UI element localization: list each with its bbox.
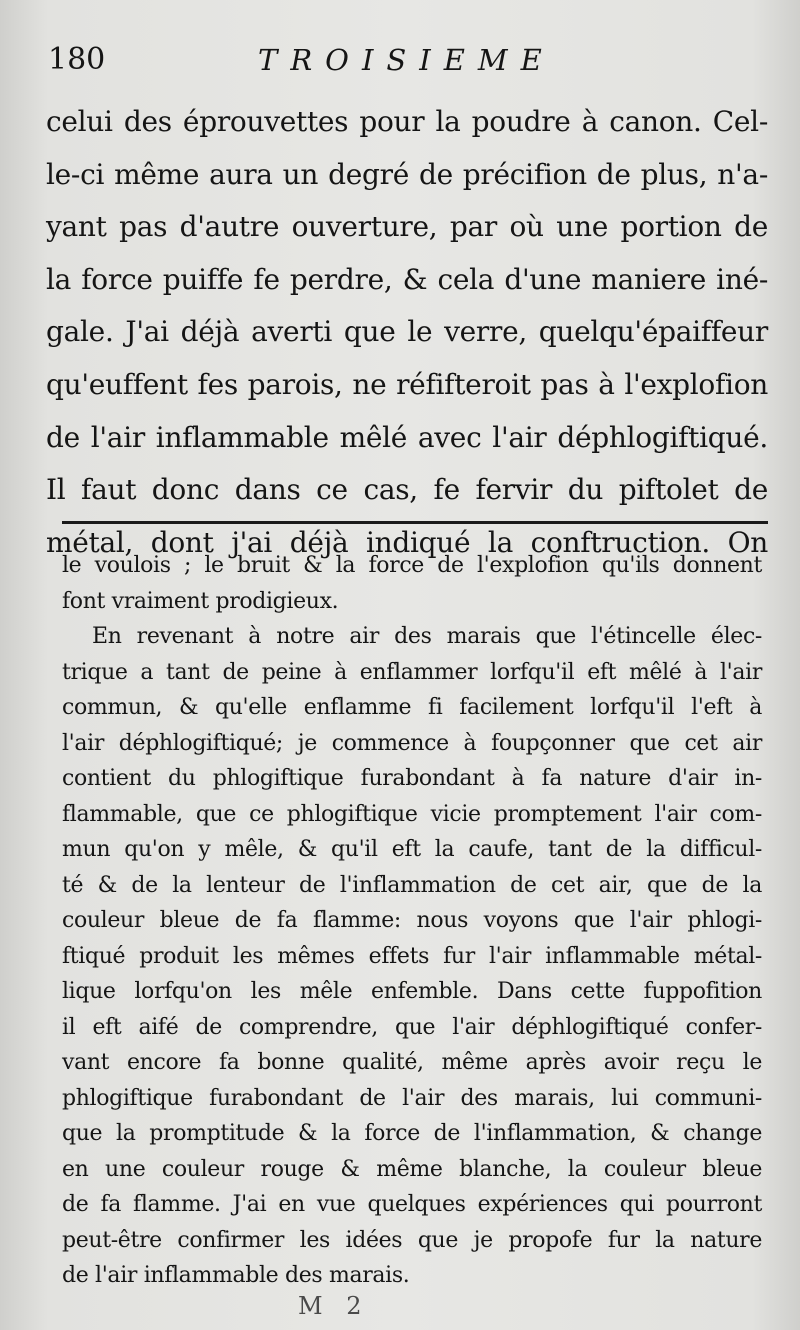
main-text-line: métal, dont j'ai déjà indiqué la conftruction. On	[46, 525, 768, 559]
secondary-text-line: phlogiftique furabondant de l'air des marais, lui communi-	[62, 1085, 762, 1111]
secondary-text-line: En revenant à notre air des marais que l'étincelle élec-	[92, 624, 762, 649]
secondary-text-line: vant encore fa bonne qualité, même après avoir reçu le	[62, 1050, 762, 1075]
secondary-text-line: mun qu'on y mêle, & qu'il eft la caufe, tant de la difficul-	[62, 837, 762, 862]
running-head: TROISIEME	[258, 43, 555, 77]
signature-mark: M 2	[298, 1292, 370, 1320]
secondary-text-line: de fa flamme. J'ai en vue quelques expériences qui pourront	[62, 1192, 762, 1217]
secondary-text-block	[62, 548, 762, 1294]
main-text-line: gale. J'ai déjà averti que le verre, quelqu'épaiffeur	[46, 315, 768, 349]
secondary-text-line: couleur bleue de fa flamme: nous voyons que l'air phlogi-	[62, 908, 762, 933]
secondary-text-line: de l'air inflammable des marais.	[62, 1263, 410, 1288]
secondary-text-line: commun, & qu'elle enflamme fi facilement lorfqu'il l'eft à	[62, 695, 762, 720]
secondary-text-line: contient du phlogiftique furabondant à fa nature d'air in-	[62, 766, 762, 791]
main-text-line: la force puiffe fe perdre, & cela d'une maniere iné-	[46, 262, 768, 296]
secondary-text-line: l'air déphlogiftiqué; je commence à foupçonner que cet air	[62, 730, 762, 756]
secondary-text-line: il eft aifé de comprendre, que l'air déphlogiftiqué confer-	[62, 1014, 762, 1040]
secondary-text-line: flammable, que ce phlogiftique vicie promptement l'air com-	[62, 801, 762, 827]
secondary-text-line: peut-être confirmer les idées que je propofe fur la nature	[62, 1227, 762, 1253]
main-text-line: yant pas d'autre ouverture, par où une portion de	[46, 210, 768, 244]
secondary-text-line: lique lorfqu'on les mêle enfemble. Dans cette fuppofition	[62, 979, 762, 1004]
main-text-line: qu'euffent fes parois, ne réfifteroit pas à l'explofion	[46, 367, 768, 401]
main-text-line: de l'air inflammable mêlé avec l'air déphlogiftiqué.	[46, 420, 768, 454]
main-text-line: Il faut donc dans ce cas, fe fervir du piftolet de	[46, 473, 768, 507]
secondary-text-line: trique a tant de peine à enflammer lorfqu'il eft mêlé à l'air	[62, 659, 762, 685]
secondary-text-line: font vraiment prodigieux.	[62, 588, 339, 614]
page-number: 180	[48, 42, 106, 77]
secondary-text-line: le voulois ; le bruit & la force de l'explofion qu'ils donnent	[62, 553, 762, 578]
section-divider	[62, 521, 768, 524]
secondary-text-line: té & de la lenteur de l'inflammation de cet air, que de la	[62, 872, 762, 898]
page-header	[48, 40, 758, 80]
main-text-line: le-ci même aura un degré de précifion de plus, n'a-	[46, 157, 768, 191]
secondary-text-line: ftiqué produit les mêmes effets fur l'air inflammable métal-	[62, 943, 762, 969]
secondary-text-line: que la promptitude & la force de l'inflammation, & change	[62, 1121, 762, 1146]
secondary-text-line: en une couleur rouge & même blanche, la couleur bleue	[62, 1156, 762, 1182]
main-text-line: celui des éprouvettes pour la poudre à canon. Cel-	[46, 105, 768, 138]
main-text-block	[46, 96, 768, 569]
